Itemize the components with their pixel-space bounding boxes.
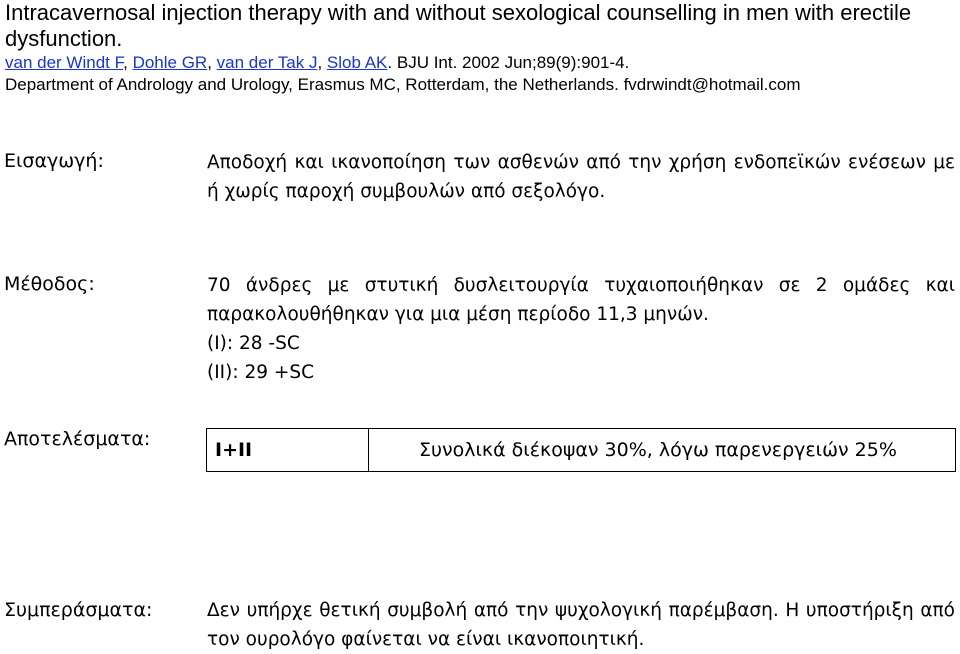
conclusion-text: Δεν υπήρχε θετική συμβολή από την ψυχολογική παρέμβαση. Η υποστήριξη από τον ουρολόγο φαίνεται να είναι ικανοποιητική. (207, 600, 955, 650)
author-separator: , (207, 53, 217, 72)
journal-reference: BJU Int. 2002 Jun;89(9):901-4. (396, 53, 630, 72)
method-group-2: (II): 29 +SC (207, 362, 315, 383)
article-title: Intracavernosal injection therapy with and without sexological counselling in men with erectile dysfunction. (5, 0, 912, 51)
author-line (5, 52, 955, 74)
results-label: Αποτελέσματα: (4, 428, 151, 450)
intro-label: Εισαγωγή: (4, 150, 104, 172)
method-text: 70 άνδρες με στυτική δυσλειτουργία τυχαιοποιήθηκαν σε 2 ομάδες και παρακολουθήθηκαν για μια μέση περίοδο 11,3 μηνών. (207, 275, 955, 325)
affiliation: Department of Andrology and Urology, Erasmus MC, Rotterdam, the Netherlands. fvdrwindt@hotmail.com (5, 75, 801, 94)
method-block (207, 271, 955, 387)
author-separator: , (123, 53, 133, 72)
method-label: Μέθοδος: (4, 273, 95, 295)
author-separator: . (387, 53, 397, 72)
table-row (207, 429, 956, 472)
conclusion-label: Συμπεράσματα: (4, 599, 153, 621)
method-group-1: (I): 28 -SC (207, 333, 300, 354)
results-group-cell: I+II (207, 429, 369, 472)
author-link[interactable]: van der Windt F (5, 53, 124, 72)
intro-text: Αποδοχή και ικανοποίηση των ασθενών από την χρήση ενδοπεϊκών ενέσεων με ή χωρίς παροχή συμβουλών από σεξολόγο. (207, 152, 955, 202)
results-table (206, 428, 956, 472)
author-link[interactable]: Slob AK (326, 53, 388, 72)
results-finding-cell: Συνολικά διέκοψαν 30%, λόγω παρενεργειών 25% (369, 429, 956, 472)
author-link[interactable]: Dohle GR (132, 53, 208, 72)
author-separator: , (317, 53, 327, 72)
citation-block (5, 0, 955, 96)
author-link[interactable]: van der Tak J (216, 53, 318, 72)
